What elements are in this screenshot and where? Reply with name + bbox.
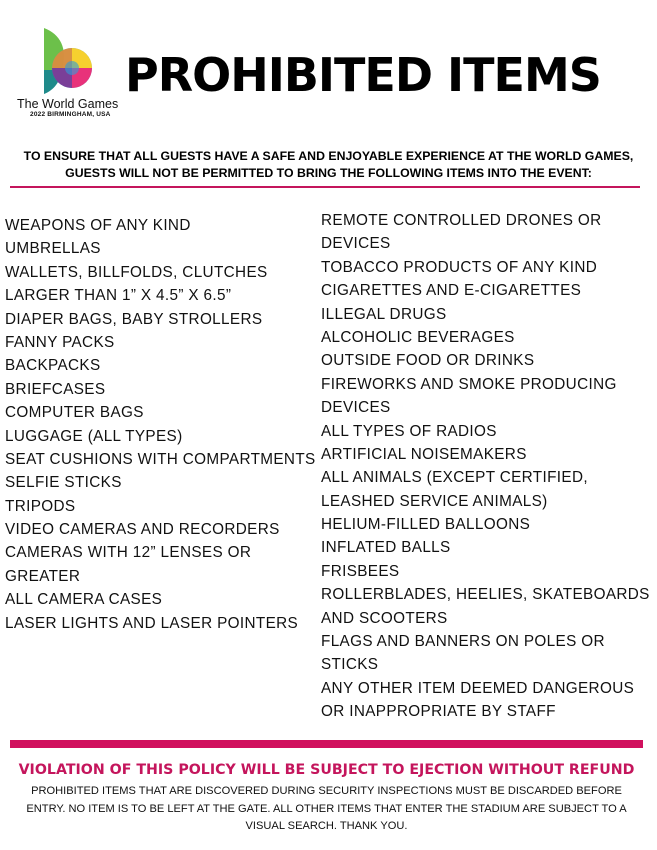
logo-name: The World Games bbox=[17, 97, 119, 111]
list-item: FRISBEES bbox=[321, 562, 400, 580]
logo-subtitle: 2022 BIRMINGHAM, USA bbox=[30, 111, 111, 118]
list-item: LARGER THAN 1” X 4.5” X 6.5” bbox=[5, 287, 232, 305]
list-item: DEVICES bbox=[321, 235, 391, 253]
list-item: FANNY PACKS bbox=[5, 333, 115, 351]
list-item: GREATER bbox=[5, 567, 81, 585]
list-item: OUTSIDE FOOD OR DRINKS bbox=[321, 352, 535, 370]
list-item: STICKS bbox=[321, 656, 379, 674]
list-item: SEAT CUSHIONS WITH COMPARTMENTS bbox=[5, 450, 316, 468]
list-item: INFLATED BALLS bbox=[321, 539, 451, 557]
list-item: FLAGS AND BANNERS ON POLES OR bbox=[321, 633, 605, 651]
list-item: VIDEO CAMERAS AND RECORDERS bbox=[5, 521, 280, 539]
list-item: BRIEFCASES bbox=[5, 380, 106, 398]
list-item: REMOTE CONTROLLED DRONES OR bbox=[321, 212, 602, 229]
prohibited-list-left bbox=[5, 214, 316, 635]
intro-line: GUESTS WILL NOT BE PERMITTED TO BRING THE FOLLOWING ITEMS INTO THE EVENT: bbox=[65, 166, 592, 180]
list-item: ALL CAMERA CASES bbox=[5, 591, 163, 609]
list-item: DEVICES bbox=[321, 399, 391, 417]
page-title: PROHIBITED ITEMS bbox=[125, 48, 601, 102]
intro-text bbox=[10, 148, 647, 182]
list-item: ILLEGAL DRUGS bbox=[321, 305, 447, 323]
list-item: ANY OTHER ITEM DEEMED DANGEROUS bbox=[321, 679, 635, 697]
list-item: DIAPER BAGS, BABY STROLLERS bbox=[5, 310, 263, 328]
list-item: CIGARETTES AND E-CIGARETTES bbox=[321, 282, 582, 300]
list-item: FIREWORKS AND SMOKE PRODUCING bbox=[321, 375, 617, 393]
list-item: TOBACCO PRODUCTS OF ANY KIND bbox=[321, 258, 598, 276]
footer-text bbox=[10, 783, 643, 836]
list-item: ALCOHOLIC BEVERAGES bbox=[321, 328, 515, 346]
list-item: HELIUM-FILLED BALLOONS bbox=[321, 516, 531, 534]
footer-line: PROHIBITED ITEMS THAT ARE DISCOVERED DURING SECURITY INSPECTIONS MUST BE DISCARDED BEFORE bbox=[31, 785, 622, 797]
list-item: ARTIFICIAL NOISEMAKERS bbox=[321, 445, 527, 463]
violation-warning: VIOLATION OF THIS POLICY WILL BE SUBJECT TO EJECTION WITHOUT REFUND bbox=[18, 762, 635, 778]
list-item: BACKPACKS bbox=[5, 357, 101, 375]
list-item: LASER LIGHTS AND LASER POINTERS bbox=[5, 614, 299, 632]
footer-line: ENTRY. NO ITEM IS TO BE LEFT AT THE GATE. ALL OTHER ITEMS THAT ENTER THE STADIUM ARE SUBJECT TO A bbox=[26, 802, 627, 815]
list-item: OR INAPPROPRIATE BY STAFF bbox=[321, 703, 556, 721]
list-item: WEAPONS OF ANY KIND bbox=[5, 217, 191, 234]
intro-line: TO ENSURE THAT ALL GUESTS HAVE A SAFE AND ENJOYABLE EXPERIENCE AT THE WORLD GAMES, bbox=[23, 149, 634, 163]
list-item: AND SCOOTERS bbox=[321, 609, 448, 627]
footer-divider bbox=[10, 740, 643, 748]
list-item: COMPUTER BAGS bbox=[5, 404, 144, 422]
list-item: ALL TYPES OF RADIOS bbox=[321, 422, 497, 440]
world-games-logo-icon bbox=[38, 26, 94, 98]
header-divider bbox=[10, 186, 640, 188]
list-item: UMBRELLAS bbox=[5, 240, 101, 258]
list-item: ALL ANIMALS (EXCEPT CERTIFIED, bbox=[321, 469, 588, 487]
list-item: SELFIE STICKS bbox=[5, 474, 122, 492]
list-item: LEASHED SERVICE ANIMALS) bbox=[321, 492, 548, 510]
list-item: TRIPODS bbox=[5, 497, 76, 515]
list-item: LUGGAGE (ALL TYPES) bbox=[5, 427, 183, 445]
footer-line: VISUAL SEARCH. THANK YOU. bbox=[245, 820, 408, 832]
list-item: WALLETS, BILLFOLDS, CLUTCHES bbox=[5, 263, 268, 281]
list-item: CAMERAS WITH 12” LENSES OR bbox=[5, 544, 252, 562]
list-item: ROLLERBLADES, HEELIES, SKATEBOARDS bbox=[321, 586, 650, 604]
prohibited-list-right bbox=[321, 209, 650, 724]
